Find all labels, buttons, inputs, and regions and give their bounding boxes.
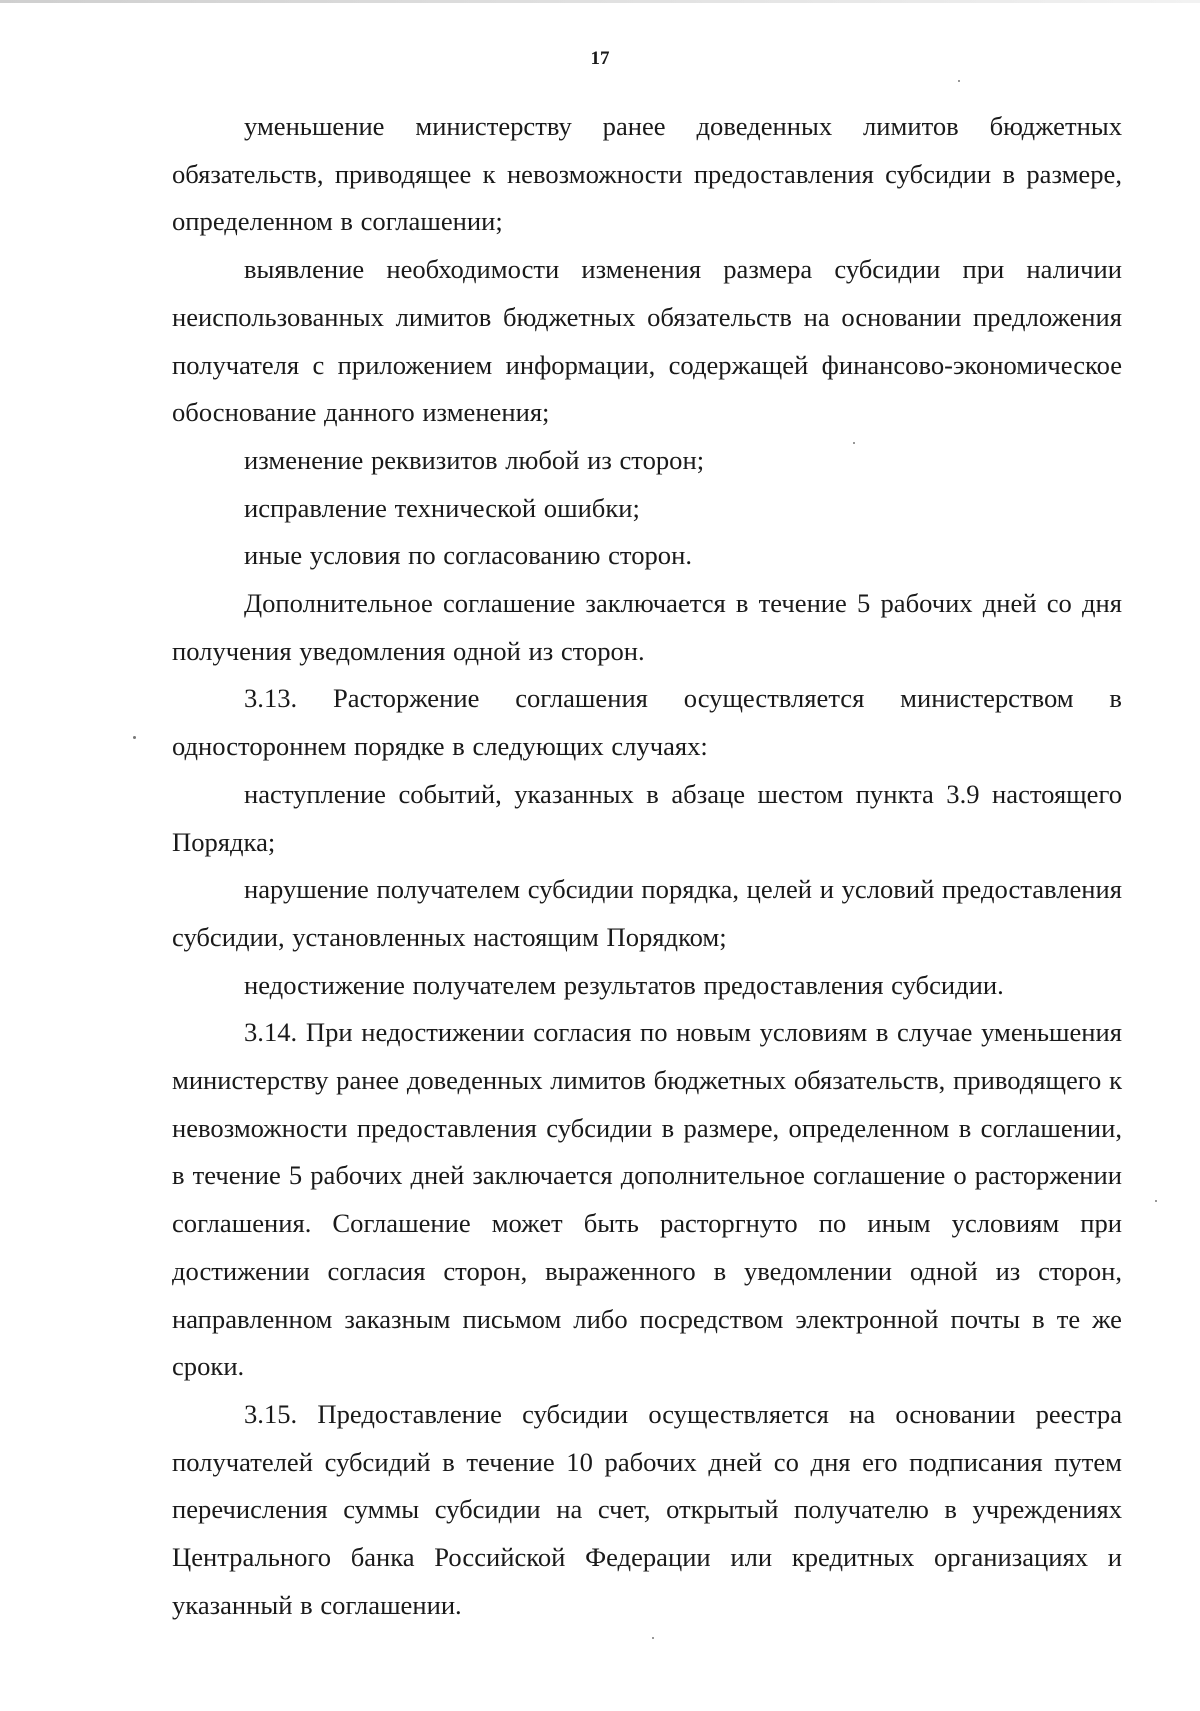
document-body (172, 103, 1122, 1630)
paragraph: Дополнительное соглашение заключается в течение 5 рабочих дней со дня получения уведомления одной из сторон. (172, 588, 1122, 666)
paragraph: 3.13. Расторжение соглашения осуществляется министерством в одностороннем порядке в следующих случаях: (172, 683, 1122, 762)
scan-speck (1155, 1200, 1157, 1202)
paragraph: изменение реквизитов любой из сторон; (244, 444, 705, 475)
paragraph: нарушение получателем субсидии порядка, целей и условий предоставления субсидии, установленных настоящим Порядком; (172, 874, 1122, 952)
paragraph: 3.14. При недостижении согласия по новым условиям в случае уменьшения министерству ранее доведенных лимитов бюджетных обязательств, приводящего к невозможности предоставления субсидии в размере, определенном в соглашении, в течение 5 рабочих дней заключается дополнительное соглашение о расторжении соглашения. Соглашение может быть расторгнуто по иным условиям при достижении согласия сторон, выраженного в уведомлении одной из сторон, направленном заказным письмом либо посредством электронной почты в те же сроки. (172, 1017, 1122, 1382)
paragraph: наступление событий, указанных в абзаце шестом пункта 3.9 настоящего Порядка; (172, 778, 1122, 857)
paragraph: недостижение получателем результатов предоставления субсидии. (244, 969, 1004, 1000)
paragraph: уменьшение министерству ранее доведенных лимитов бюджетных обязательств, приводящее к невозможности предоставления субсидии в размере, определенном в соглашении; (172, 111, 1122, 237)
paragraph: 3.15. Предоставление субсидии осуществляется на основании реестра получателей субсидий в течение 10 рабочих дней со дня его подписания путем перечисления суммы субсидии на счет, открытый получателю в учреждениях Центрального банка Российской Федерации или кредитных организациях и указанный в соглашении. (172, 1398, 1122, 1620)
scan-top-edge (0, 0, 1200, 3)
scan-speck (853, 442, 855, 444)
page-number: 17 (590, 48, 610, 69)
paragraph: выявление необходимости изменения размера субсидии при наличии неиспользованных лимитов бюджетных обязательств на основании предложения получателя с приложением информации, содержащей финансово-экономическое обоснование данного изменения; (172, 254, 1122, 428)
scan-speck (652, 1637, 654, 1639)
scan-speck (958, 80, 960, 82)
scan-speck (133, 736, 136, 739)
paragraph: исправление технической ошибки; (244, 492, 640, 523)
paragraph: иные условия по согласованию сторон. (244, 540, 692, 571)
